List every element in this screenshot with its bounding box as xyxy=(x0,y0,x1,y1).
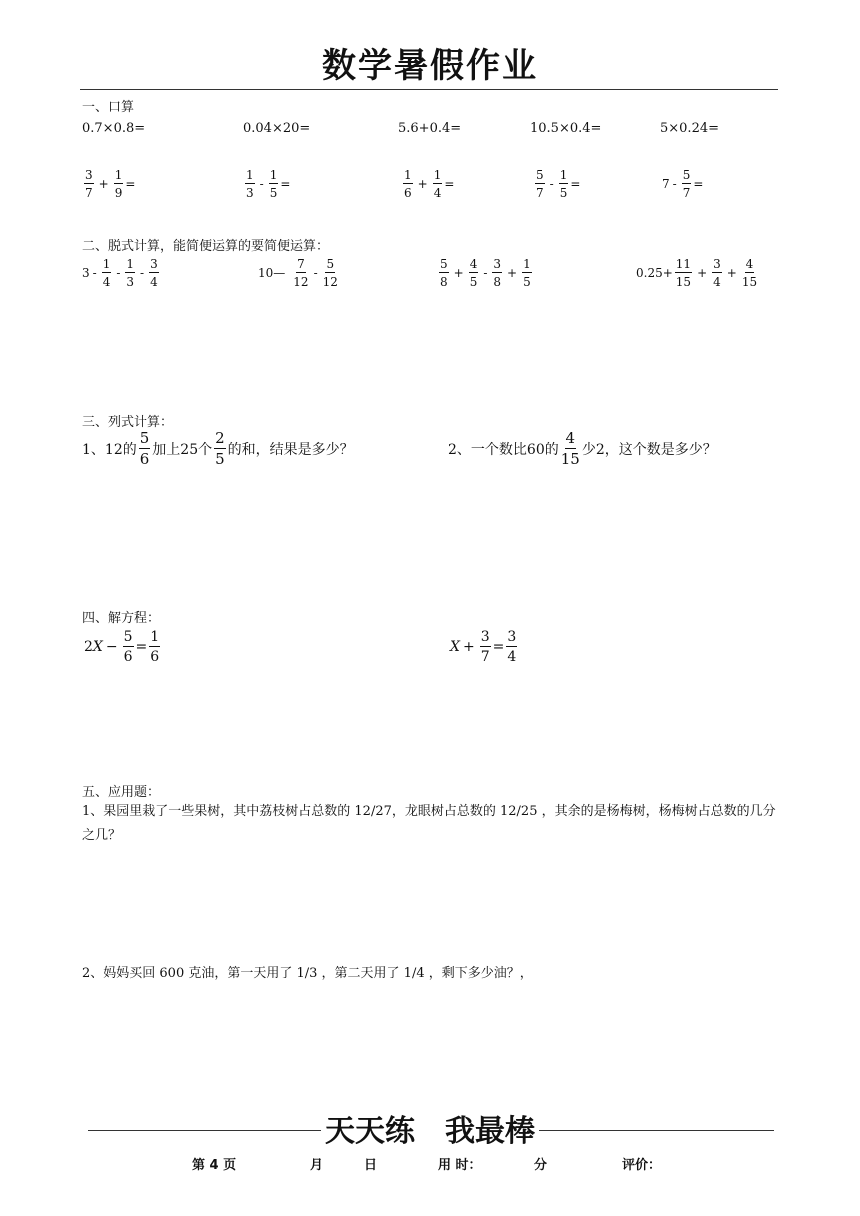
word-problem-2: 2、妈妈买回 600 克油，第一天用了 1/3 ，第二天用了 1/4 ，剩下多少油？， xyxy=(82,966,533,981)
footer-rating: 评价： xyxy=(622,1158,662,1173)
equation-1: 2 X − $\frac{5}{6}$ = $\frac{1}{6}$ xyxy=(84,629,160,665)
oral-item-3: 5.6+0.4= xyxy=(398,121,462,136)
stepwise-expr-1: 3 - $\frac{1}{4}$ - $\frac{1}{3}$ - $\frac{3}{4}$ xyxy=(82,257,158,289)
fraction-expr-5: 7 - $\frac{5}{7}$ = xyxy=(662,168,704,200)
word-calc-question-1: 1、12的 $\frac{5}{6}$ 加上25个 $\frac{2}{5}$ 的和，结果是多少？ xyxy=(82,429,354,468)
section-1-heading: 一、口算 xyxy=(82,100,135,115)
footer-page-number: 第 4 页 xyxy=(192,1158,237,1173)
footer-day: 日 xyxy=(364,1158,378,1173)
stepwise-expr-2: 10— $\frac{7}{12}$ - $\frac{5}{12}$ xyxy=(258,257,338,289)
word-calc-question-2: 2、一个数比60的 $\frac{4}{15}$ 少2，这个数是多少？ xyxy=(448,429,717,468)
stepwise-expr-3: $\frac{5}{8}$ + $\frac{4}{5}$ - $\frac{3}{8}$ + $\frac{1}{5}$ xyxy=(440,257,531,289)
section-5-heading: 五、应用题： xyxy=(82,785,161,800)
fraction-expr-1: $\frac{3}{7}$ + $\frac{1}{9}$ = xyxy=(85,168,136,200)
footer-minute: 分 xyxy=(534,1158,548,1173)
section-4-heading: 四、解方程： xyxy=(82,611,161,626)
stepwise-expr-4: 0.25+ $\frac{11}{15}$ + $\frac{3}{4}$ + $\frac{4}{15}$ xyxy=(636,257,758,289)
equation-2: X + $\frac{3}{7}$ = $\frac{3}{4}$ xyxy=(450,629,517,665)
oral-item-1: 0.7×0.8= xyxy=(82,121,146,136)
fraction-expr-3: $\frac{1}{6}$ + $\frac{1}{4}$ = xyxy=(404,168,455,200)
word-problem-1: 1、果园里栽了一些果树，其中荔枝树占总数的 12/27，龙眼树占总数的 12/25 ，其余的是杨梅树，杨梅树占总数的几分之几？ xyxy=(82,804,776,843)
oral-item-4: 10.5×0.4= xyxy=(530,121,602,136)
section-2-heading: 二、脱式计算，能简便运算的要简便运算： xyxy=(82,239,330,254)
title-divider xyxy=(80,89,778,90)
page-title: 数学暑假作业 xyxy=(322,46,538,86)
oral-item-2: 0.04×20= xyxy=(243,121,311,136)
fraction-expr-4: $\frac{5}{7}$ - $\frac{1}{5}$ = xyxy=(536,168,581,200)
oral-item-5: 5×0.24= xyxy=(660,121,720,136)
footer-time-label: 用 时： xyxy=(438,1158,482,1173)
footer-month: 月 xyxy=(310,1158,324,1173)
footer-slogan: 天天练 我最棒 xyxy=(0,1106,860,1150)
fraction-expr-2: $\frac{1}{3}$ - $\frac{1}{5}$ = xyxy=(246,168,291,200)
section-3-heading: 三、列式计算： xyxy=(82,415,174,430)
